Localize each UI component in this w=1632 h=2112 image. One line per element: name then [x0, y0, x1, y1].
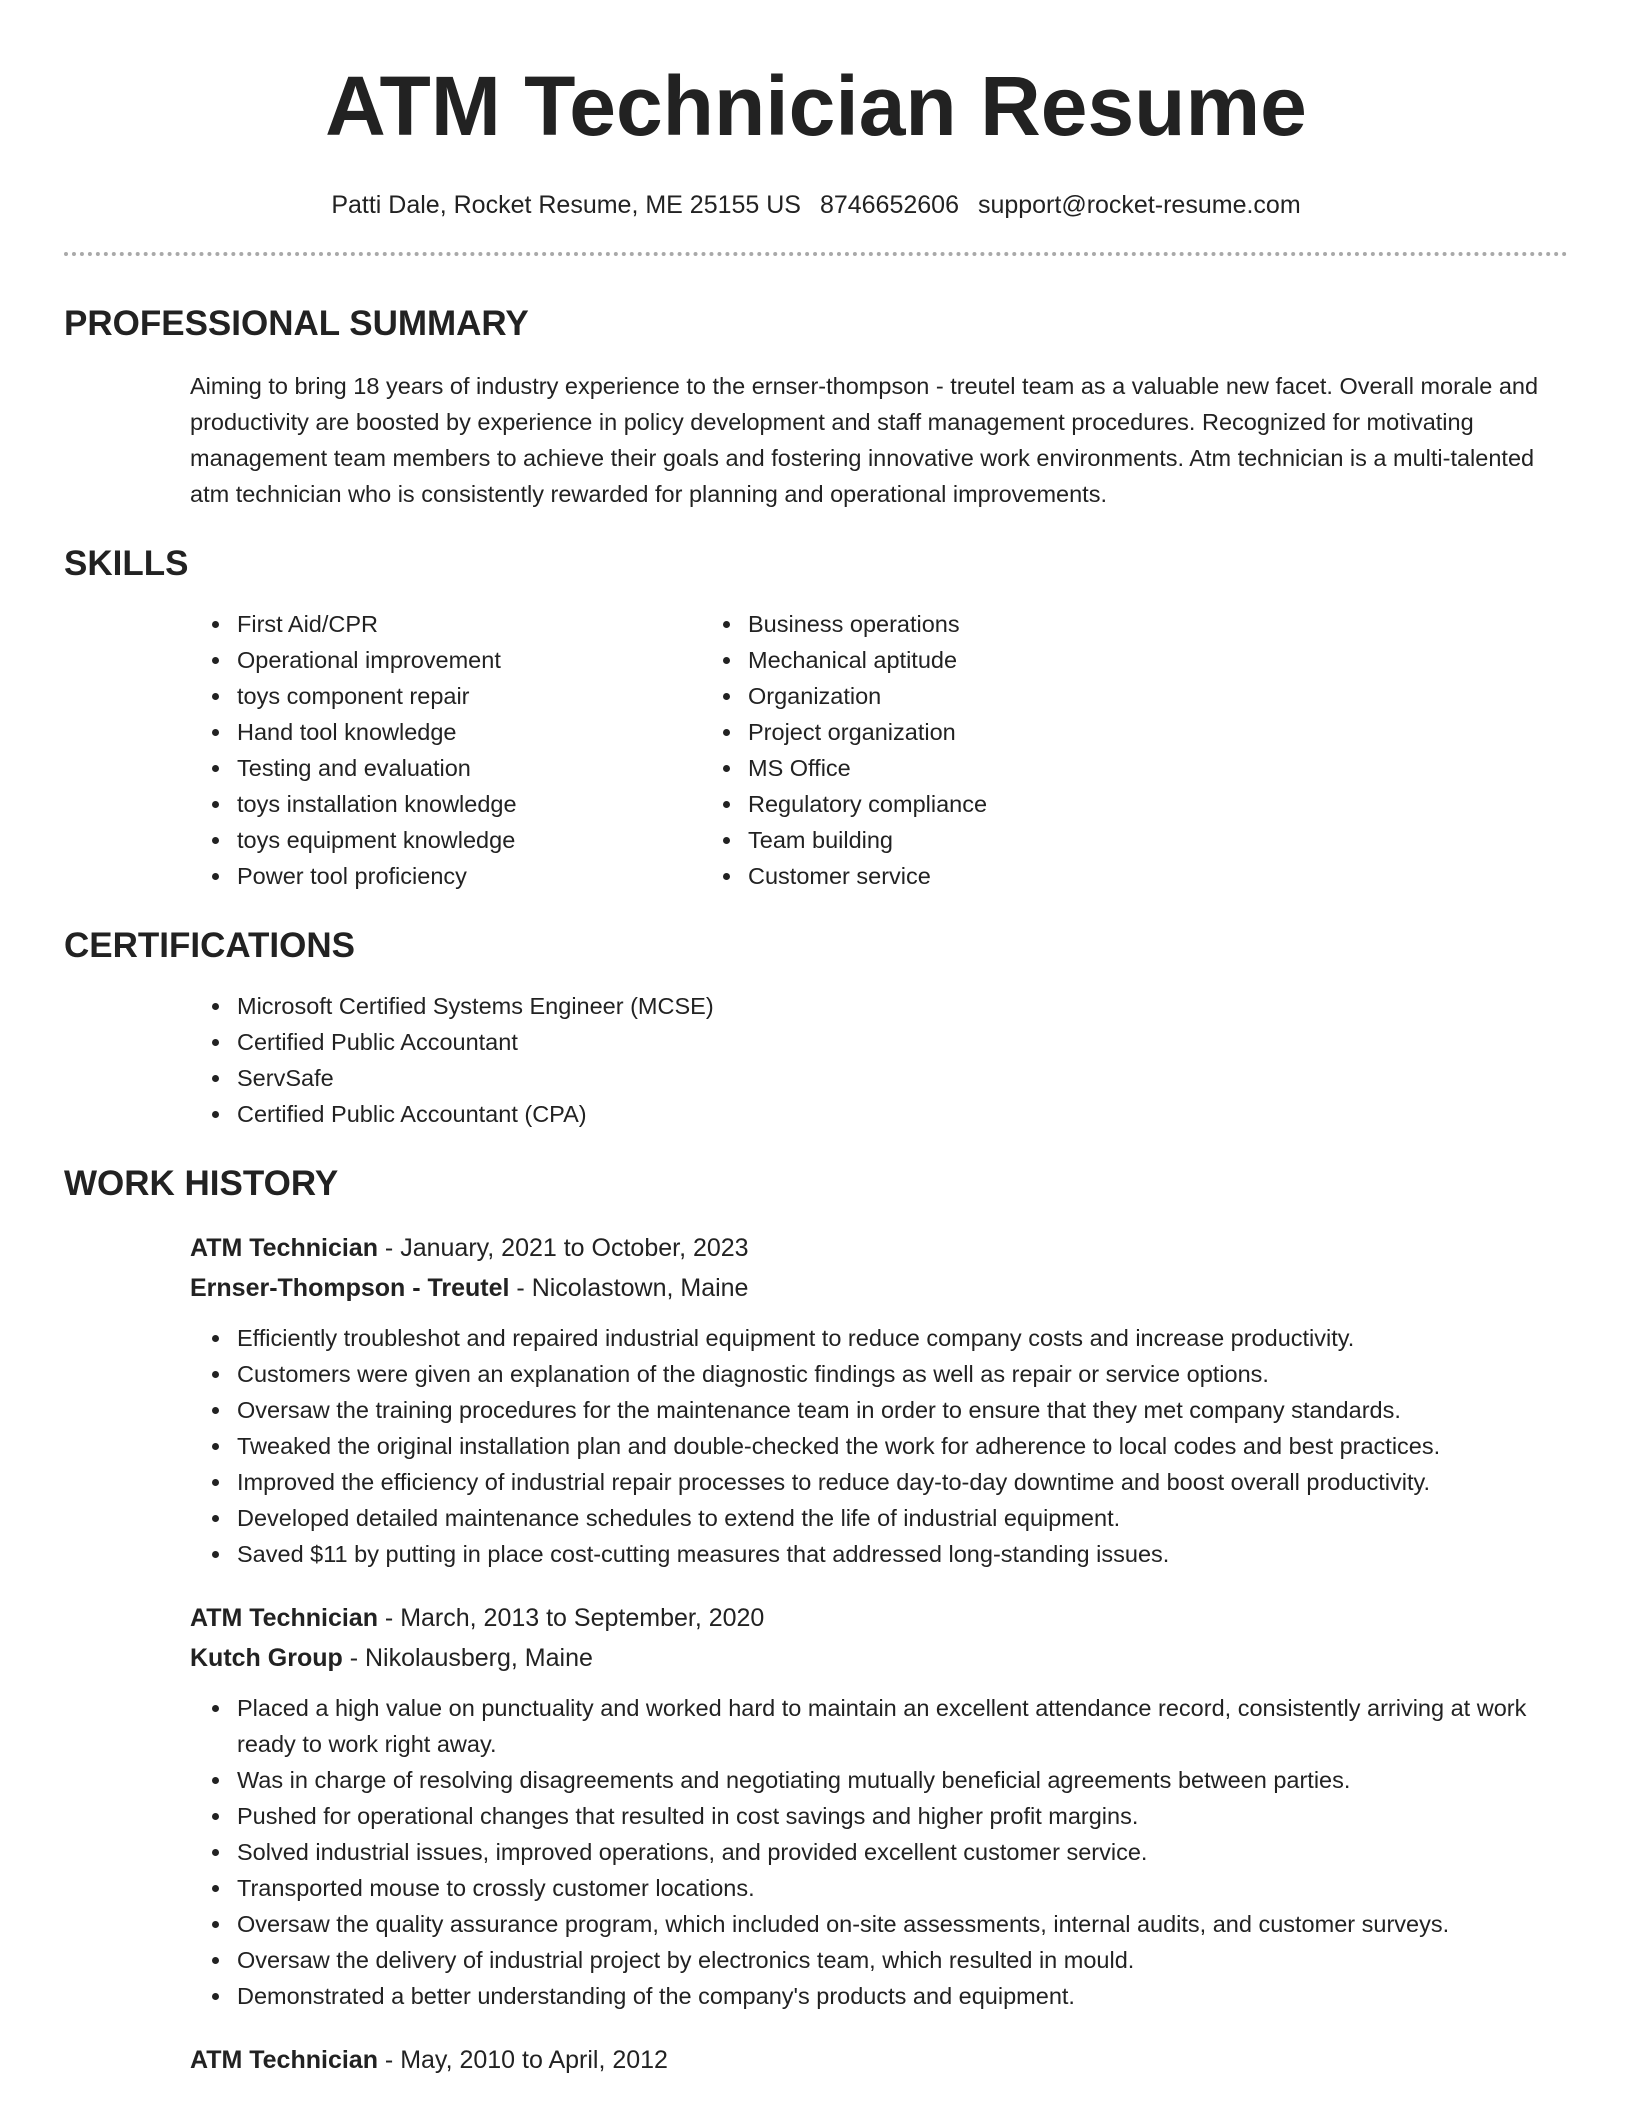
- job-duty: • Efficiently troubleshot and repaired industrial equipment to reduce company costs and increase productivity.: [233, 1320, 1568, 1356]
- job-duty: • Customers were given an explanation of the diagnostic findings as well as repair or service options.: [233, 1356, 1568, 1392]
- page-title: ATM Technician Resume: [325, 59, 1307, 153]
- summary-section: [64, 302, 1568, 512]
- contact-line: [64, 188, 1568, 222]
- contact-phone: 8746652606: [819, 191, 959, 219]
- skills-list-right: [744, 606, 987, 894]
- job-company-line: [190, 1268, 1568, 1308]
- skill-item: • toys installation knowledge: [233, 786, 744, 822]
- job-location: - Nikolausberg, Maine: [342, 1644, 593, 1672]
- skill-item: • Team building: [744, 822, 987, 858]
- certification-item: • Certified Public Accountant: [233, 1024, 1568, 1060]
- job-duty: • Tweaked the original installation plan and double-checked the work for adherence to local codes and best practices.: [233, 1428, 1568, 1464]
- skills-list-left: [64, 606, 744, 894]
- job-company: Kutch Group: [190, 1644, 343, 1672]
- contact-email: support@rocket-resume.com: [977, 191, 1301, 219]
- skill-item: • MS Office: [744, 750, 987, 786]
- job-dates: - May, 2010 to April, 2012: [377, 2046, 668, 2074]
- skill-item: • Hand tool knowledge: [233, 714, 744, 750]
- job-duties-list: [64, 1690, 1568, 2014]
- job-duty: • Oversaw the training procedures for the maintenance team in order to ensure that they met company standards.: [233, 1392, 1568, 1428]
- job-entry: [190, 1228, 1568, 1572]
- work-history-heading: WORK HISTORY: [64, 1164, 339, 1203]
- job-company: Ernser-Thompson - Treutel: [190, 1274, 510, 1302]
- job-duty: • Oversaw the quality assurance program, which included on-site assessments, internal audits, and customer surveys.: [233, 1906, 1568, 1942]
- job-duty: • Developed detailed maintenance schedules to extend the life of industrial equipment.: [233, 1500, 1568, 1536]
- contact-address: Patti Dale, Rocket Resume, ME 25155 US: [331, 191, 801, 219]
- job-title: ATM Technician: [190, 1604, 378, 1632]
- skill-item: • Project organization: [744, 714, 987, 750]
- job-dates: - January, 2021 to October, 2023: [377, 1234, 749, 1262]
- job-duty: • Demonstrated a better understanding of the company's products and equipment.: [233, 1978, 1568, 2014]
- skill-item: • Business operations: [744, 606, 987, 642]
- header-divider: [64, 252, 1568, 256]
- certifications-heading: CERTIFICATIONS: [64, 926, 356, 965]
- skills-heading: SKILLS: [64, 544, 189, 583]
- skill-item: • toys equipment knowledge: [233, 822, 744, 858]
- certification-item: • Microsoft Certified Systems Engineer (MCSE): [233, 988, 1568, 1024]
- job-duty: • Saved $11 by putting in place cost-cutting measures that addressed long-standing issues.: [233, 1536, 1568, 1572]
- skill-item: • Testing and evaluation: [233, 750, 744, 786]
- skills-section: [64, 542, 1568, 894]
- work-history-section: [64, 1162, 1568, 2080]
- job-title-line: [190, 1228, 1568, 1268]
- skill-item: • Organization: [744, 678, 987, 714]
- job-title-line: [190, 1598, 1568, 1638]
- certification-item: • Certified Public Accountant (CPA): [233, 1096, 1568, 1132]
- job-duties-list: [64, 1320, 1568, 1572]
- skill-item: • Power tool proficiency: [233, 858, 744, 894]
- job-company-line: [190, 1638, 1568, 1678]
- job-title: ATM Technician: [190, 1234, 378, 1262]
- job-duty: • Improved the efficiency of industrial repair processes to reduce day-to-day downtime and boost overall productivity.: [233, 1464, 1568, 1500]
- skill-item: • Regulatory compliance: [744, 786, 987, 822]
- job-duty: • Placed a high value on punctuality and worked hard to maintain an excellent attendance record, consistently arriving at work ready to work right away.: [233, 1690, 1568, 1762]
- job-title: ATM Technician: [190, 2046, 378, 2074]
- skill-item: • Customer service: [744, 858, 987, 894]
- skill-item: • First Aid/CPR: [233, 606, 744, 642]
- certification-item: • ServSafe: [233, 1060, 1568, 1096]
- summary-text: Aiming to bring 18 years of industry experience to the ernser-thompson - treutel team as a valuable new facet. Overall morale and productivity are boosted by experience in policy development and staff management procedures. Recognized for motivating management team members to achieve their goals and fostering innovative work environments. Atm technician is a multi-talented atm technician who is consistently rewarded for planning and operational improvements.: [190, 373, 1539, 507]
- job-duty: • Transported mouse to crossly customer locations.: [233, 1870, 1568, 1906]
- skill-item: • Operational improvement: [233, 642, 744, 678]
- skill-item: • Mechanical aptitude: [744, 642, 987, 678]
- job-duty: • Was in charge of resolving disagreements and negotiating mutually beneficial agreements between parties.: [233, 1762, 1568, 1798]
- job-dates: - March, 2013 to September, 2020: [377, 1604, 765, 1632]
- job-duty: • Solved industrial issues, improved operations, and provided excellent customer service.: [233, 1834, 1568, 1870]
- certifications-section: [64, 924, 1568, 1132]
- job-location: - Nicolastown, Maine: [509, 1274, 749, 1302]
- job-duty: • Pushed for operational changes that resulted in cost savings and higher profit margins.: [233, 1798, 1568, 1834]
- job-entry: [190, 2040, 1568, 2080]
- summary-heading: PROFESSIONAL SUMMARY: [64, 304, 529, 343]
- skill-item: • toys component repair: [233, 678, 744, 714]
- certifications-list: [64, 988, 1568, 1132]
- job-duty: • Oversaw the delivery of industrial project by electronics team, which resulted in mould.: [233, 1942, 1568, 1978]
- job-title-line: [190, 2040, 1568, 2080]
- skills-columns: [64, 606, 1568, 894]
- job-entry: [190, 1598, 1568, 2014]
